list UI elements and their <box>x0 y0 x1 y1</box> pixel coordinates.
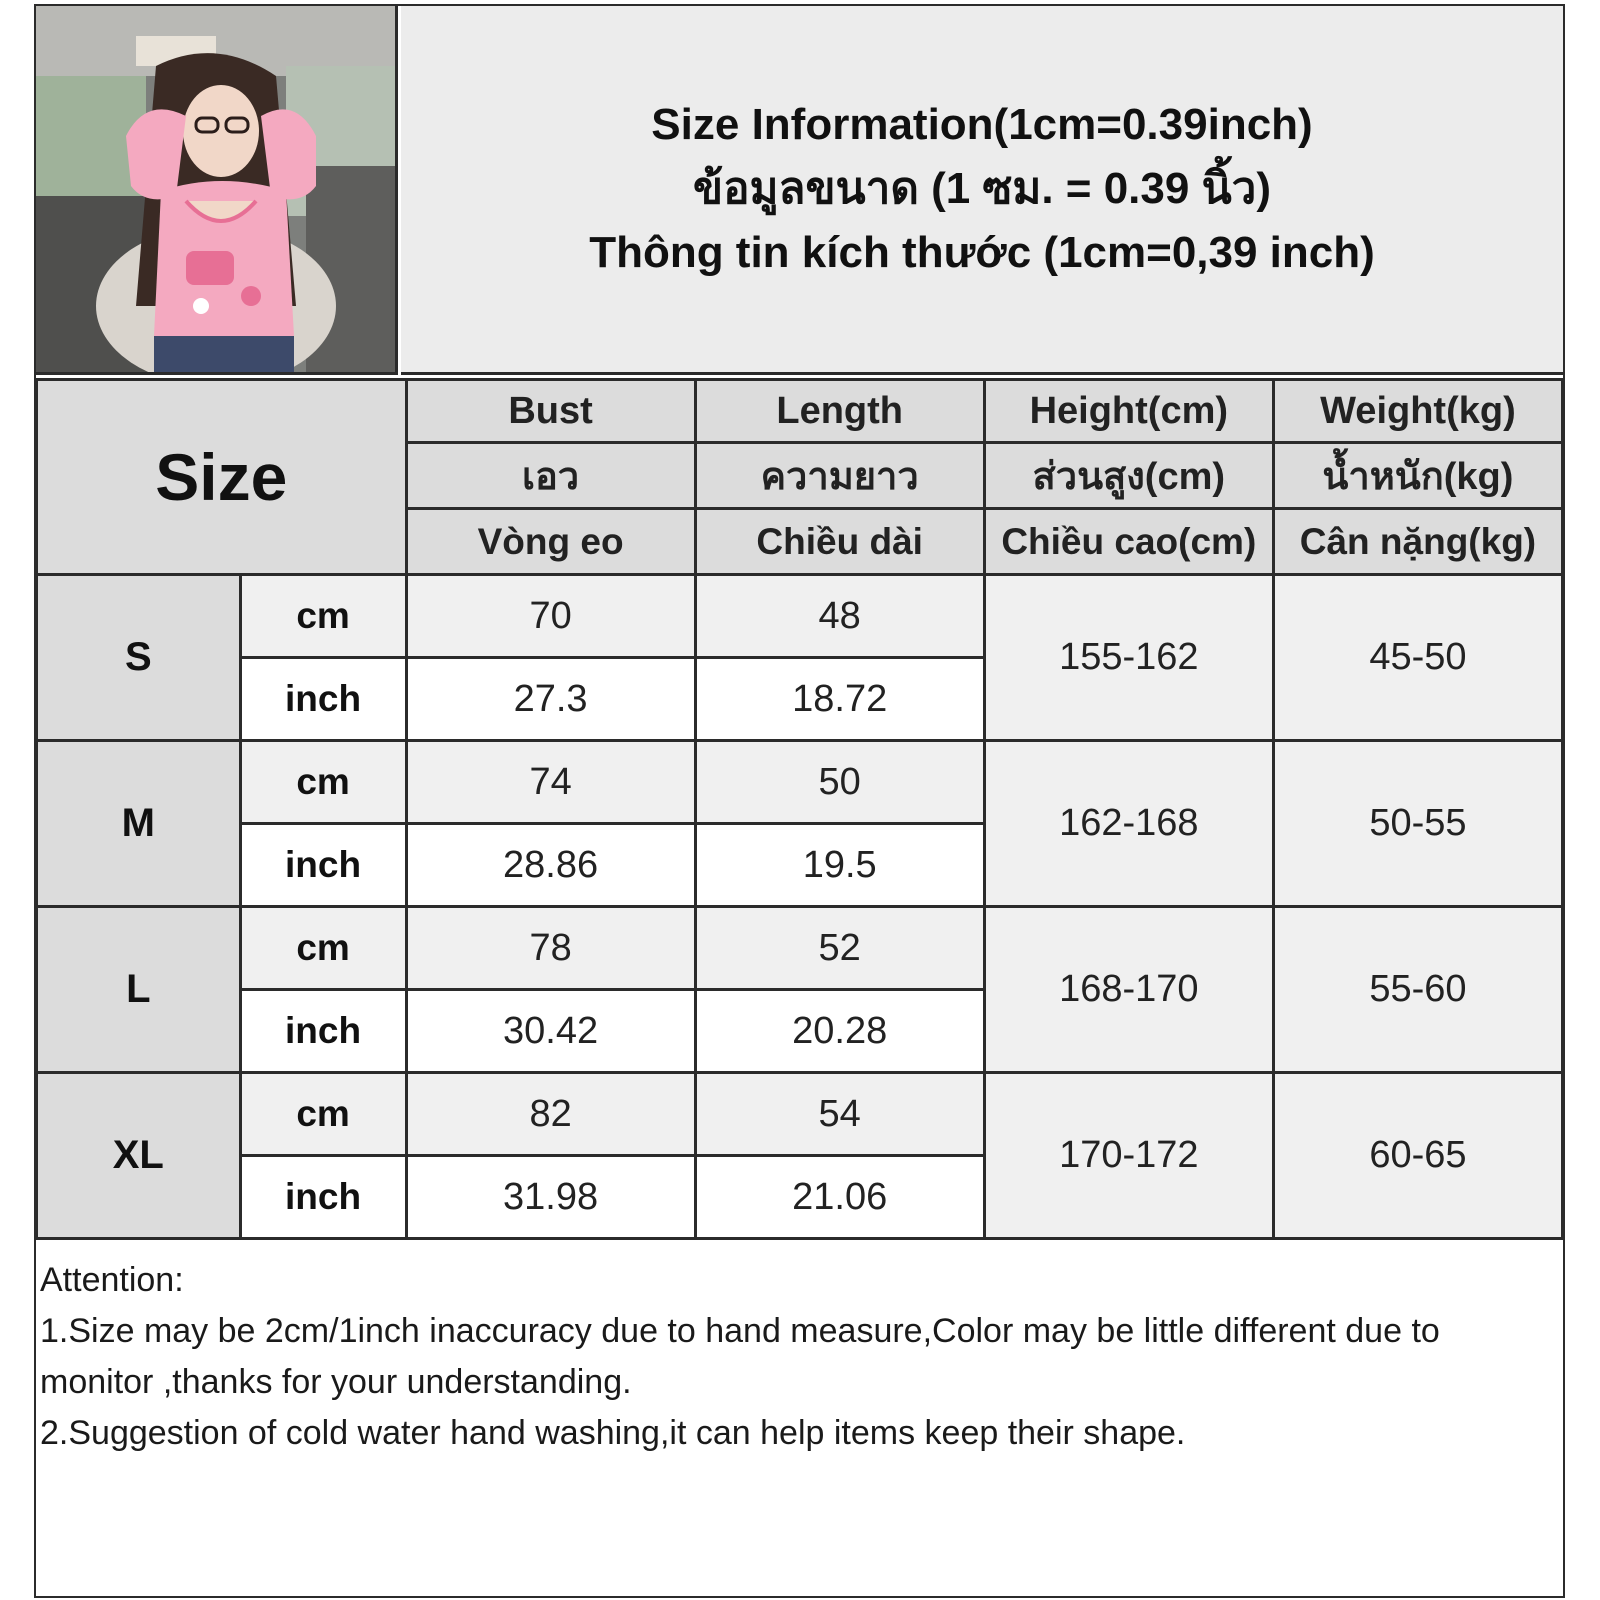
length-inch: 19.5 <box>695 824 984 907</box>
header-title-vi: Thông tin kích thước (1cm=0,39 inch) <box>589 228 1375 277</box>
col-weight-vi: Cân nặng(kg) <box>1273 509 1562 575</box>
bust-inch: 30.42 <box>406 990 695 1073</box>
attention-notes <box>40 1255 1560 1459</box>
size-label: L <box>37 907 241 1073</box>
size-label: S <box>37 575 241 741</box>
unit-cm: cm <box>240 1073 406 1156</box>
bust-inch: 28.86 <box>406 824 695 907</box>
unit-inch: inch <box>240 824 406 907</box>
bust-inch: 27.3 <box>406 658 695 741</box>
col-bust-th: เอว <box>406 443 695 509</box>
unit-inch: inch <box>240 658 406 741</box>
col-weight-th: น้ำหนัก(kg) <box>1273 443 1562 509</box>
length-cm: 50 <box>695 741 984 824</box>
height-range: 168-170 <box>984 907 1273 1073</box>
attention-note-1: 1.Size may be 2cm/1inch inaccuracy due to hand measure,Color may be little different due to monitor ,thanks for your understanding. <box>40 1312 1440 1401</box>
unit-cm: cm <box>240 575 406 658</box>
table-row <box>37 741 1563 824</box>
size-table <box>35 378 1564 1240</box>
col-length-th: ความยาว <box>695 443 984 509</box>
table-row <box>37 907 1563 990</box>
col-bust-vi: Vòng eo <box>406 509 695 575</box>
length-cm: 48 <box>695 575 984 658</box>
size-label: XL <box>37 1073 241 1239</box>
weight-range: 60-65 <box>1273 1073 1562 1239</box>
weight-range: 45-50 <box>1273 575 1562 741</box>
product-photo <box>36 6 398 375</box>
bust-cm: 78 <box>406 907 695 990</box>
unit-inch: inch <box>240 1156 406 1239</box>
size-column-title: Size <box>37 380 407 575</box>
bust-cm: 70 <box>406 575 695 658</box>
header-row-en <box>37 380 1563 443</box>
weight-range: 55-60 <box>1273 907 1562 1073</box>
length-inch: 18.72 <box>695 658 984 741</box>
header-title-th: ข้อมูลขนาด (1 ซม. = 0.39 นิ้ว) <box>692 164 1271 213</box>
col-length-en: Length <box>695 380 984 443</box>
attention-note-2: 2.Suggestion of cold water hand washing,it can help items keep their shape. <box>40 1414 1186 1452</box>
table-row <box>37 1073 1563 1156</box>
col-height-th: ส่วนสูง(cm) <box>984 443 1273 509</box>
weight-range: 50-55 <box>1273 741 1562 907</box>
height-range: 155-162 <box>984 575 1273 741</box>
bust-inch: 31.98 <box>406 1156 695 1239</box>
size-label: M <box>37 741 241 907</box>
col-height-vi: Chiều cao(cm) <box>984 509 1273 575</box>
bust-cm: 74 <box>406 741 695 824</box>
length-inch: 21.06 <box>695 1156 984 1239</box>
length-cm: 54 <box>695 1073 984 1156</box>
height-range: 170-172 <box>984 1073 1273 1239</box>
attention-title: Attention: <box>40 1261 184 1299</box>
size-information-header <box>401 6 1563 375</box>
length-inch: 20.28 <box>695 990 984 1073</box>
model-photo-illustration <box>36 6 398 375</box>
table-row <box>37 575 1563 658</box>
col-height-en: Height(cm) <box>984 380 1273 443</box>
height-range: 162-168 <box>984 741 1273 907</box>
col-weight-en: Weight(kg) <box>1273 380 1562 443</box>
unit-cm: cm <box>240 907 406 990</box>
col-bust-en: Bust <box>406 380 695 443</box>
header-title-en: Size Information(1cm=0.39inch) <box>651 100 1313 149</box>
col-length-vi: Chiều dài <box>695 509 984 575</box>
bust-cm: 82 <box>406 1073 695 1156</box>
unit-cm: cm <box>240 741 406 824</box>
unit-inch: inch <box>240 990 406 1073</box>
length-cm: 52 <box>695 907 984 990</box>
